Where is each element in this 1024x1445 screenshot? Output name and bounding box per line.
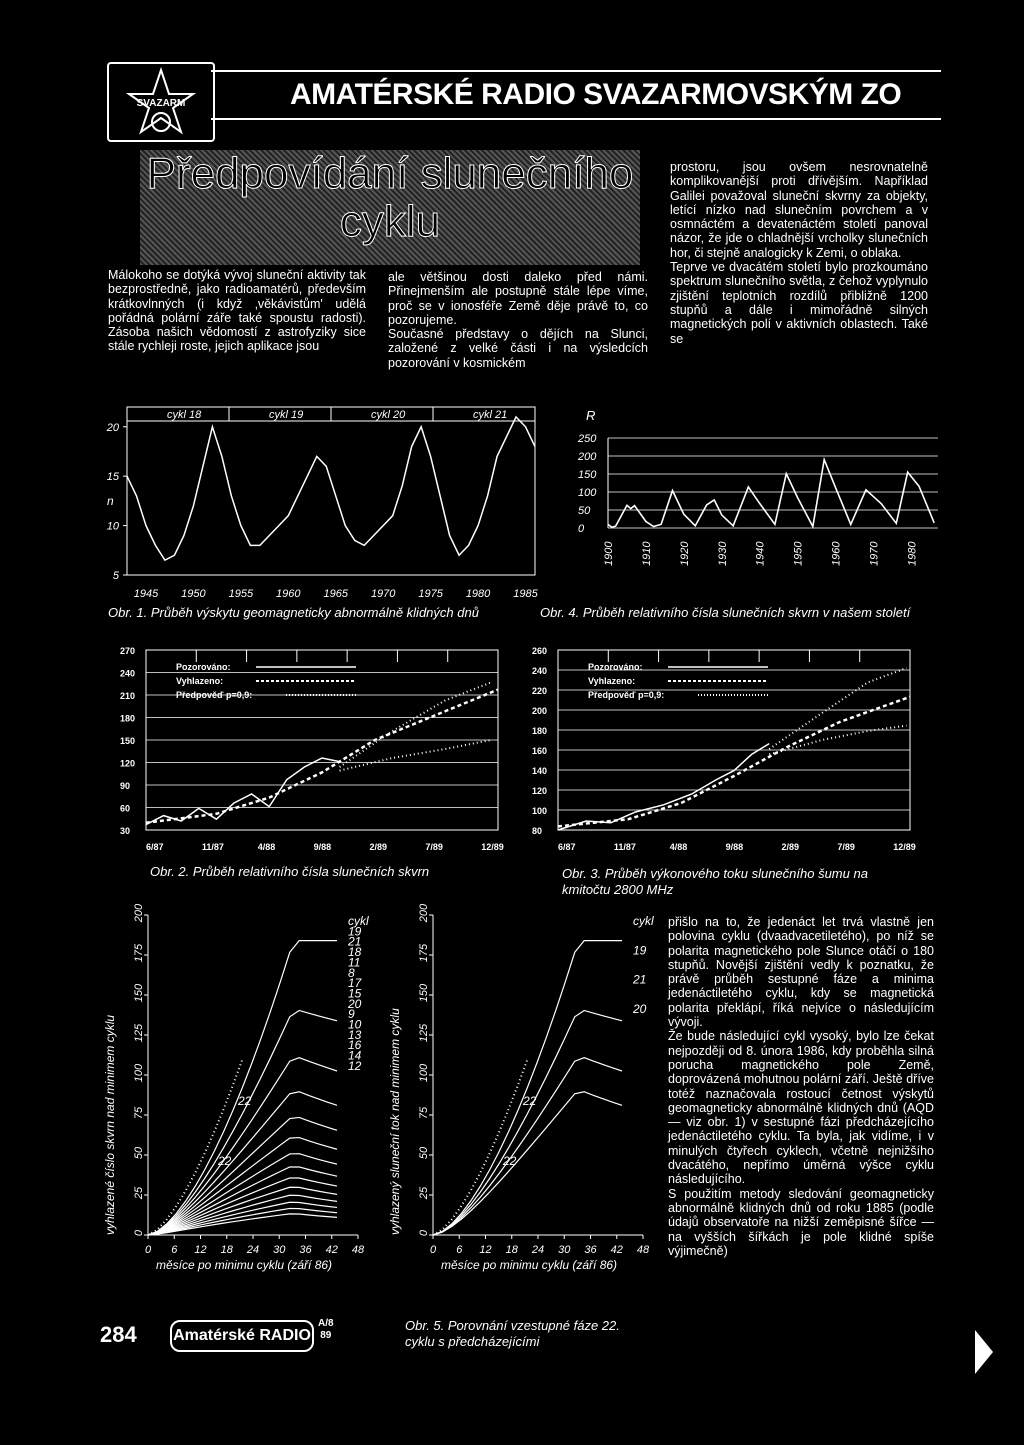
fig4-xtick-label: 1980 — [906, 541, 919, 566]
fig1-xtick-label: 1965 — [323, 588, 348, 600]
fig5a-ytick-label: 125 — [133, 1023, 145, 1043]
fig3-xtick-label: 2/89 — [781, 842, 800, 852]
fig1-xtick-label: 1955 — [228, 588, 254, 600]
fig4-xtick-label: 1960 — [830, 541, 843, 566]
fig1-ytick-label: 10 — [106, 520, 119, 533]
fig3-xtick-label: 11/87 — [613, 842, 636, 852]
fig5b-xtick-label: 30 — [558, 1244, 571, 1256]
fig2-prediction-line — [340, 740, 491, 771]
fig1-xtick-label: 1970 — [370, 588, 396, 600]
fig1-cycle-label: cykl 18 — [167, 409, 202, 421]
fig5a-cycle-curve — [148, 1010, 337, 1235]
fig5a-series-label: 14 — [348, 1048, 362, 1063]
fig5a-series-label: 22 — [218, 1154, 232, 1168]
fig5b-ytick-label: 25 — [418, 1186, 430, 1200]
fig3-ytick-label: 200 — [532, 706, 548, 716]
fig4-xtick-label: 1950 — [792, 541, 805, 566]
logo-text: SVAZARM — [136, 98, 186, 109]
fig5a-ytick-label: 150 — [133, 983, 145, 1003]
fig1-chart — [95, 395, 545, 605]
fig4-xtick-label: 1970 — [868, 541, 881, 566]
svazarm-logo — [107, 62, 215, 142]
fig1-ytick-label: 20 — [106, 421, 119, 434]
fig5a-xtick-label: 6 — [171, 1244, 178, 1256]
fig5a-ytick-label: 0 — [133, 1229, 145, 1237]
fig3-xtick-label: 6/87 — [558, 842, 576, 852]
fig1-caption: Obr. 1. Průběh výskytu geomagneticky abnormálně klidných dnů — [108, 605, 479, 620]
fig2-smoothed-line — [146, 690, 498, 823]
fig5a-ytick-label: 100 — [133, 1063, 145, 1083]
fig5a-xtick-label: 0 — [144, 1244, 152, 1256]
fig1-xtick-label: 1945 — [133, 588, 159, 600]
fig2-ytick-label: 120 — [120, 758, 136, 769]
fig2-legend-label: Předpověď p=0,9: — [176, 690, 253, 700]
fig5b-cycle22-curve — [433, 1059, 528, 1235]
fig3-xtick-label: 4/88 — [669, 842, 688, 852]
fig5a-series-label: 9 — [348, 1007, 355, 1022]
fig5a-series-label: 18 — [348, 945, 362, 960]
fig3-xtick-label: 12/89 — [893, 842, 916, 852]
fig4-ytick-label: 0 — [578, 523, 585, 535]
fig5a-xtick-label: 42 — [325, 1244, 338, 1256]
fig4-xtick-label: 1920 — [678, 541, 691, 566]
fig5a-xtick-label: 48 — [351, 1244, 365, 1256]
fig5b-ytick-label: 50 — [418, 1146, 430, 1160]
fig4-xtick-label: 1930 — [716, 541, 729, 566]
fig2-caption: Obr. 2. Průběh relativního čísla slunečních skvrn — [150, 864, 430, 879]
fig4-xtick-label: 1940 — [754, 541, 767, 566]
fig2-xtick-label: 4/88 — [257, 842, 276, 852]
fig1-series-line — [127, 417, 535, 560]
fig5b-xtick-label: 36 — [584, 1244, 597, 1256]
fig5b-series-label: 19 — [633, 943, 647, 958]
fig4-ytick-label: 150 — [578, 469, 597, 481]
fig1-cycle-label: cykl 20 — [371, 409, 406, 421]
fig3-ytick-label: 260 — [532, 646, 548, 656]
page-number: 284 — [100, 1322, 137, 1347]
fig4-ylabel: R — [586, 408, 596, 423]
fig5b-cycle-curve — [433, 1058, 622, 1235]
fig3-xtick-label: 9/88 — [725, 842, 744, 852]
fig4-xtick-label: 1900 — [603, 541, 615, 566]
continue-arrow-icon — [975, 1330, 993, 1374]
fig5b-xtick-label: 12 — [479, 1244, 492, 1256]
fig5a-chart — [100, 895, 380, 1295]
fig2-xtick-label: 12/89 — [481, 842, 504, 852]
fig5a-series-label: 12 — [348, 1058, 362, 1073]
headline-panel — [140, 150, 640, 265]
fig2-chart — [118, 640, 508, 860]
fig5a-xlabel: měsíce po minimu cyklu (září 86) — [156, 1258, 333, 1272]
fig3-prediction-line — [769, 668, 906, 749]
fig5b-xtick-label: 0 — [429, 1244, 437, 1256]
fig3-legend-label: Vyhlazeno: — [588, 676, 636, 686]
fig2-ytick-label: 210 — [120, 691, 136, 701]
header-rule-top — [211, 70, 941, 72]
fig5b-chart — [385, 895, 655, 1295]
fig5a-xtick-label: 24 — [246, 1244, 260, 1256]
fig1-xtick-label: 1985 — [513, 588, 538, 600]
fig2-ytick-label: 240 — [120, 668, 136, 679]
text-column-3: prostoru, jsou ovšem nesrovnatelně komplikovanější proti dřívějším. Například Galilei považoval sluneční skvrny za objekty, letící nízko nad slunečním povrchem a v osmnáctém a devatenáctém století panoval názor, že jde o chladnější vrcholky slunečních hor, či stejně analogicky k Zemi, o oblaka. Teprve ve dvacátém století bylo prozkoumáno spektrum slunečního světla, z čehož vyplynulo zjištění teplotních rozdílů přibližně 1200 stupňů a dále i mimořádně silných magnetických polí v aktivních oblastech. Také se — [670, 160, 928, 346]
fig3-ytick-label: 240 — [532, 666, 548, 676]
fig2-legend-label: Vyhlazeno: — [176, 676, 224, 686]
fig5b-ytick-label: 0 — [418, 1229, 430, 1237]
fig1-xtick-label: 1980 — [465, 588, 491, 600]
masthead-title: AMATÉRSKÉ RADIO SVAZARMOVSKÝM ZO — [290, 78, 902, 111]
text-column-1: Málokoho se dotýká vývoj sluneční aktivity tak bezprostředně, jako radioamatérů, především krátkovlnných (i když ‚věkávistům' udělá pořádná polární záře také spoustu radosti). Zásoba našich vědomostí z astrofyziky sice stále rychleji roste, jejich aplikace jsou — [108, 268, 366, 354]
article-headline: Předpovídání slunečního cyklu — [146, 149, 634, 246]
fig3-caption: Obr. 3. Průběh výkonového toku slunečního šumu na kmitočtu 2800 MHz — [562, 866, 868, 897]
fig3-ytick-label: 120 — [532, 786, 548, 796]
fig2-xtick-label: 9/88 — [313, 842, 332, 852]
issue-number: A/8 — [318, 1318, 334, 1329]
fig5b-ytick-label: 125 — [418, 1023, 430, 1043]
fig1-xtick-label: 1950 — [181, 588, 206, 600]
fig4-series-line — [608, 460, 934, 528]
fig5b-cycle-curve — [433, 941, 622, 1235]
fig4-ytick-label: 250 — [578, 433, 597, 445]
fig1-cycle-label: cykl 19 — [269, 409, 304, 421]
fig2-xtick-label: 7/89 — [425, 842, 443, 852]
fig5a-series-label: 11 — [348, 955, 361, 970]
fig3-chart — [530, 640, 930, 865]
fig5a-xtick-label: 36 — [299, 1244, 312, 1256]
fig5b-xtick-label: 24 — [531, 1244, 545, 1256]
fig5b-series-label: cykl — [633, 914, 654, 928]
fig3-smoothed-line — [558, 697, 910, 827]
fig2-legend-label: Pozorováno: — [176, 662, 231, 672]
fig3-legend-label: Předpověď p=0,9: — [588, 690, 665, 700]
fig2-ytick-label: 60 — [120, 803, 131, 814]
fig5a-ytick-label: 175 — [133, 943, 145, 963]
fig1-frame — [127, 407, 535, 575]
fig5a-ylabel: vyhlazené číslo skvrn nad minimem cyklu — [103, 1014, 117, 1235]
issue-year: 89 — [320, 1330, 332, 1341]
fig5a-cycle-curve — [148, 1167, 337, 1235]
fig4-xtick-label: 1910 — [640, 541, 653, 566]
fig5a-xtick-label: 12 — [194, 1244, 207, 1256]
fig2-observed-line — [146, 758, 340, 825]
fig5b-series-label: 21 — [633, 972, 647, 987]
fig2-ytick-label: 180 — [120, 713, 136, 724]
fig5a-series-label: 21 — [348, 934, 362, 949]
fig5a-series-label: 13 — [348, 1027, 362, 1042]
fig1-xtick-label: 1975 — [418, 588, 443, 600]
fig2-ytick-label: 30 — [120, 826, 131, 836]
fig3-ytick-label: 140 — [532, 766, 548, 776]
fig1-cycle-label: cykl 21 — [473, 409, 508, 421]
text-column-4: přišlo na to, že jedenáct let trvá vlastně jen polovina cyklu (dvaadvacetiletého), po níž se polarita magnetického pole Slunce otáčí o 180 stupňů. Novější zjištění vedly k poznatku, že právě průběh sestupné fáze a minima jedenáctiletého cyklu, kdy se magnetická polarita překlápí, říká nejvíce o následujícím vývoji. Že bude následující cykl vysoký, bylo lze čekat nejpozději od 8. února 1986, kdy proběhla silná porucha magnetického pole Země, doprovázená mohutnou polární září. Ještě dříve totéž naznačovala rostoucí četnost výskytů geomagneticky abnormálně klidných dnů (AQD — viz obr. 1) v sestupné fázi předcházejícího jedenáctiletého cyklu. Ta byla, jak vidíme, i v minulých čtyřech cyklech, včetně nejnižšího dvacátého, nepřímo úměrná výšce cyklu následujícího. S použitím metody sledování geomagneticky abnormálně klidných dnů od roku 1885 (podle údajů observatoře na nižší zeměpisné šířce — na vyšších šířkách je pole klidné spíše výjimečně) — [668, 915, 934, 1258]
fig4-chart — [570, 400, 940, 600]
fig5b-cycle-curve — [433, 1010, 622, 1235]
fig5b-ylabel: vyhlazený sluneční tok nad minimem cyklu — [388, 1008, 402, 1235]
fig2-ytick-label: 90 — [120, 781, 131, 791]
fig3-ytick-label: 80 — [532, 826, 543, 836]
fig5b-ytick-label: 150 — [418, 983, 430, 1003]
fig5b-series-label: 20 — [633, 1002, 647, 1016]
fig3-ytick-label: 100 — [532, 806, 548, 816]
fig5b-xtick-label: 42 — [610, 1244, 623, 1256]
fig5a-series-label: 17 — [348, 976, 362, 991]
fig2-ytick-label: 270 — [120, 646, 136, 656]
fig5a-series-label: 15 — [348, 986, 362, 1001]
fig5b-ytick-label: 75 — [418, 1106, 430, 1120]
fig5-caption: Obr. 5. Porovnání vzestupné fáze 22. cyklu s předcházejícími — [405, 1318, 620, 1349]
fig4-caption: Obr. 4. Průběh relativního čísla slunečních skvrn v našem století — [540, 605, 911, 620]
fig5a-ytick-label: 25 — [133, 1186, 145, 1200]
fig5a-xtick-label: 18 — [220, 1244, 233, 1256]
header-rule-bottom — [211, 118, 941, 120]
fig5b-series-label: 22 — [503, 1154, 517, 1168]
fig5a-series-label: 22 — [238, 1094, 252, 1108]
fig5a-ytick-label: 200 — [133, 903, 145, 923]
fig5b-xtick-label: 18 — [505, 1244, 518, 1256]
fig5a-ytick-label: 50 — [133, 1146, 145, 1160]
fig5b-xtick-label: 48 — [636, 1244, 650, 1256]
fig4-ytick-label: 200 — [578, 451, 597, 463]
fig1-ylabel: n — [107, 493, 114, 508]
fig1-ytick-label: 15 — [106, 471, 119, 484]
fig1-xtick-label: 1960 — [276, 588, 301, 600]
fig3-xtick-label: 7/89 — [837, 842, 855, 852]
fig4-ytick-label: 100 — [578, 487, 597, 499]
fig5a-ytick-label: 75 — [133, 1106, 145, 1120]
fig5a-series-label: 10 — [348, 1017, 362, 1032]
fig3-legend-label: Pozorováno: — [588, 662, 643, 672]
issue-badge — [318, 1318, 334, 1342]
text-column-2: ale většinou dosti daleko před námi. Přinejmenším ale postupně stále lépe víme, proč se v ionosféře Země děje právě to, co pozorujeme. Současné představy o dějích na Slunci, založené z velké části i na výsledcích pozorování v kosmickém — [388, 270, 648, 370]
fig5b-xtick-label: 6 — [456, 1244, 463, 1256]
fig2-xtick-label: 11/87 — [201, 842, 224, 852]
fig3-ytick-label: 160 — [532, 746, 548, 756]
fig3-observed-line — [558, 744, 769, 830]
fig5a-series-label: 20 — [348, 996, 362, 1011]
fig2-xtick-label: 6/87 — [146, 842, 164, 852]
fig5a-series-label: 16 — [348, 1038, 362, 1053]
fig5a-series-label: 19 — [348, 924, 362, 939]
fig5a-series-label: cykl — [348, 914, 369, 928]
magazine-logo: Amatérské RADIO — [170, 1320, 314, 1352]
fig4-ytick-label: 50 — [578, 505, 591, 517]
fig5b-xlabel: měsíce po minimu cyklu (září 86) — [441, 1258, 618, 1272]
fig5a-series-label: 8 — [348, 965, 355, 980]
fig3-ytick-label: 220 — [532, 686, 548, 696]
fig1-ytick-label: 5 — [112, 570, 119, 582]
fig5a-xtick-label: 30 — [273, 1244, 286, 1256]
fig2-xtick-label: 2/89 — [369, 842, 388, 852]
fig5b-series-label: 22 — [523, 1094, 537, 1108]
fig5b-ytick-label: 200 — [418, 903, 430, 923]
fig3-ytick-label: 180 — [532, 726, 548, 736]
fig2-ytick-label: 150 — [120, 736, 136, 746]
fig5b-ytick-label: 100 — [418, 1063, 430, 1083]
fig5b-ytick-label: 175 — [418, 943, 430, 963]
